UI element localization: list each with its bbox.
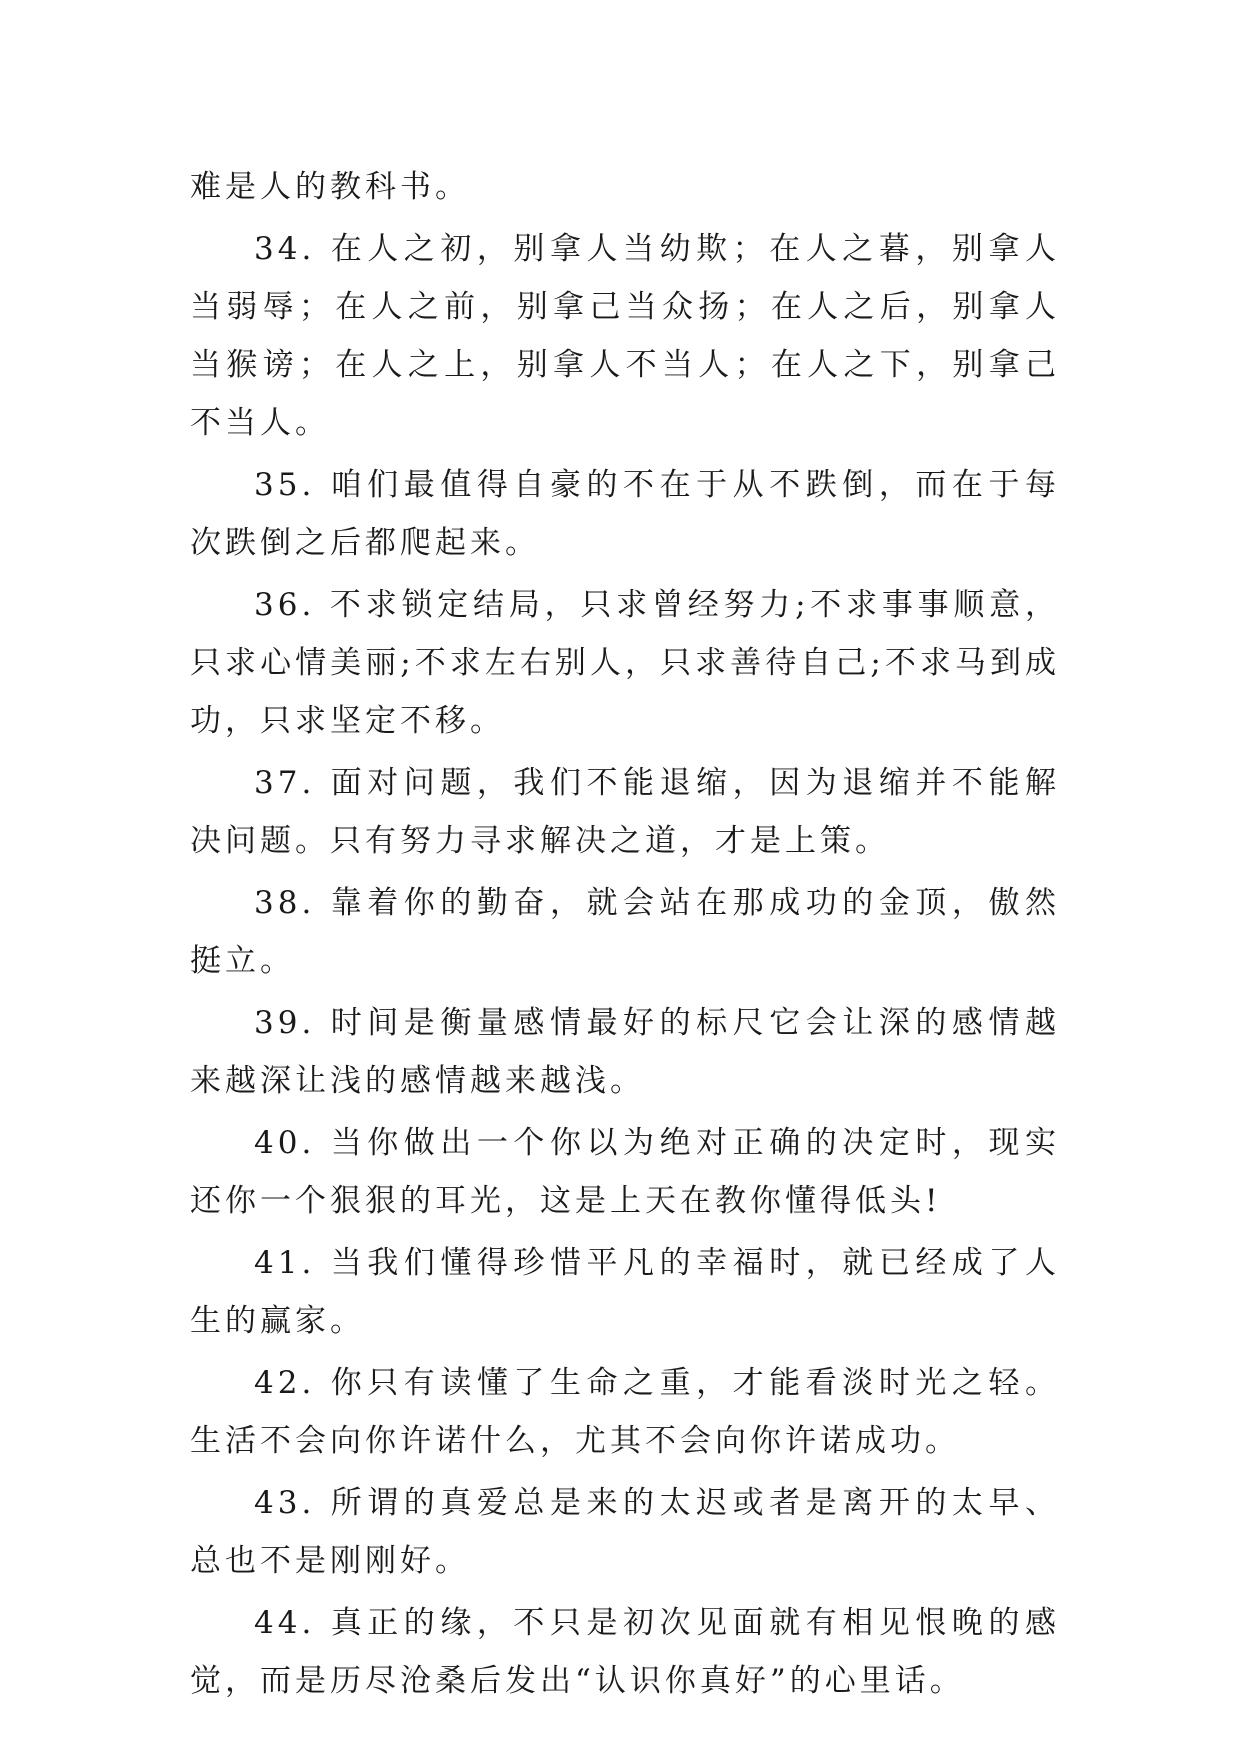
paragraph-35: 35. 咱们最值得自豪的不在于从不跌倒，而在于每次跌倒之后都爬起来。 [190, 467, 1060, 561]
paragraph-36: 36. 不求锁定结局，只求曾经努力;不求事事顺意，只求心情美丽;不求左右别人，只求善待自己;不求马到成功，只求坚定不移。 [190, 587, 1060, 739]
paragraph-39: 39. 时间是衡量感情最好的标尺它会让深的感情越来越深让浅的感情越来越浅。 [190, 1005, 1060, 1099]
paragraph-37: 37. 面对问题，我们不能退缩，因为退缩并不能解决问题。只有努力寻求解决之道，才是上策。 [190, 765, 1060, 859]
paragraph-continuation: 难是人的教科书。 [190, 169, 470, 205]
document-body [190, 158, 1060, 1710]
paragraph-44: 44. 真正的缘，不只是初次见面就有相见恨晚的感觉，而是历尽沧桑后发出“认识你真好”的心里话。 [190, 1605, 1060, 1699]
paragraph-42: 42. 你只有读懂了生命之重，才能看淡时光之轻。生活不会向你许诺什么，尤其不会向你许诺成功。 [190, 1365, 1060, 1459]
paragraph-41: 41. 当我们懂得珍惜平凡的幸福时，就已经成了人生的赢家。 [190, 1245, 1060, 1339]
paragraph-40: 40. 当你做出一个你以为绝对正确的决定时，现实还你一个狠狠的耳光，这是上天在教你懂得低头! [190, 1125, 1060, 1219]
paragraph-38: 38. 靠着你的勤奋，就会站在那成功的金顶，傲然挺立。 [190, 885, 1060, 979]
paragraph-34: 34. 在人之初，别拿人当幼欺；在人之暮，别拿人当弱辱；在人之前，别拿己当众扬；在人之后，别拿人当猴谤；在人之上，别拿人不当人；在人之下，别拿己不当人。 [190, 231, 1060, 441]
paragraph-43: 43. 所谓的真爱总是来的太迟或者是离开的太早、总也不是刚刚好。 [190, 1485, 1060, 1579]
